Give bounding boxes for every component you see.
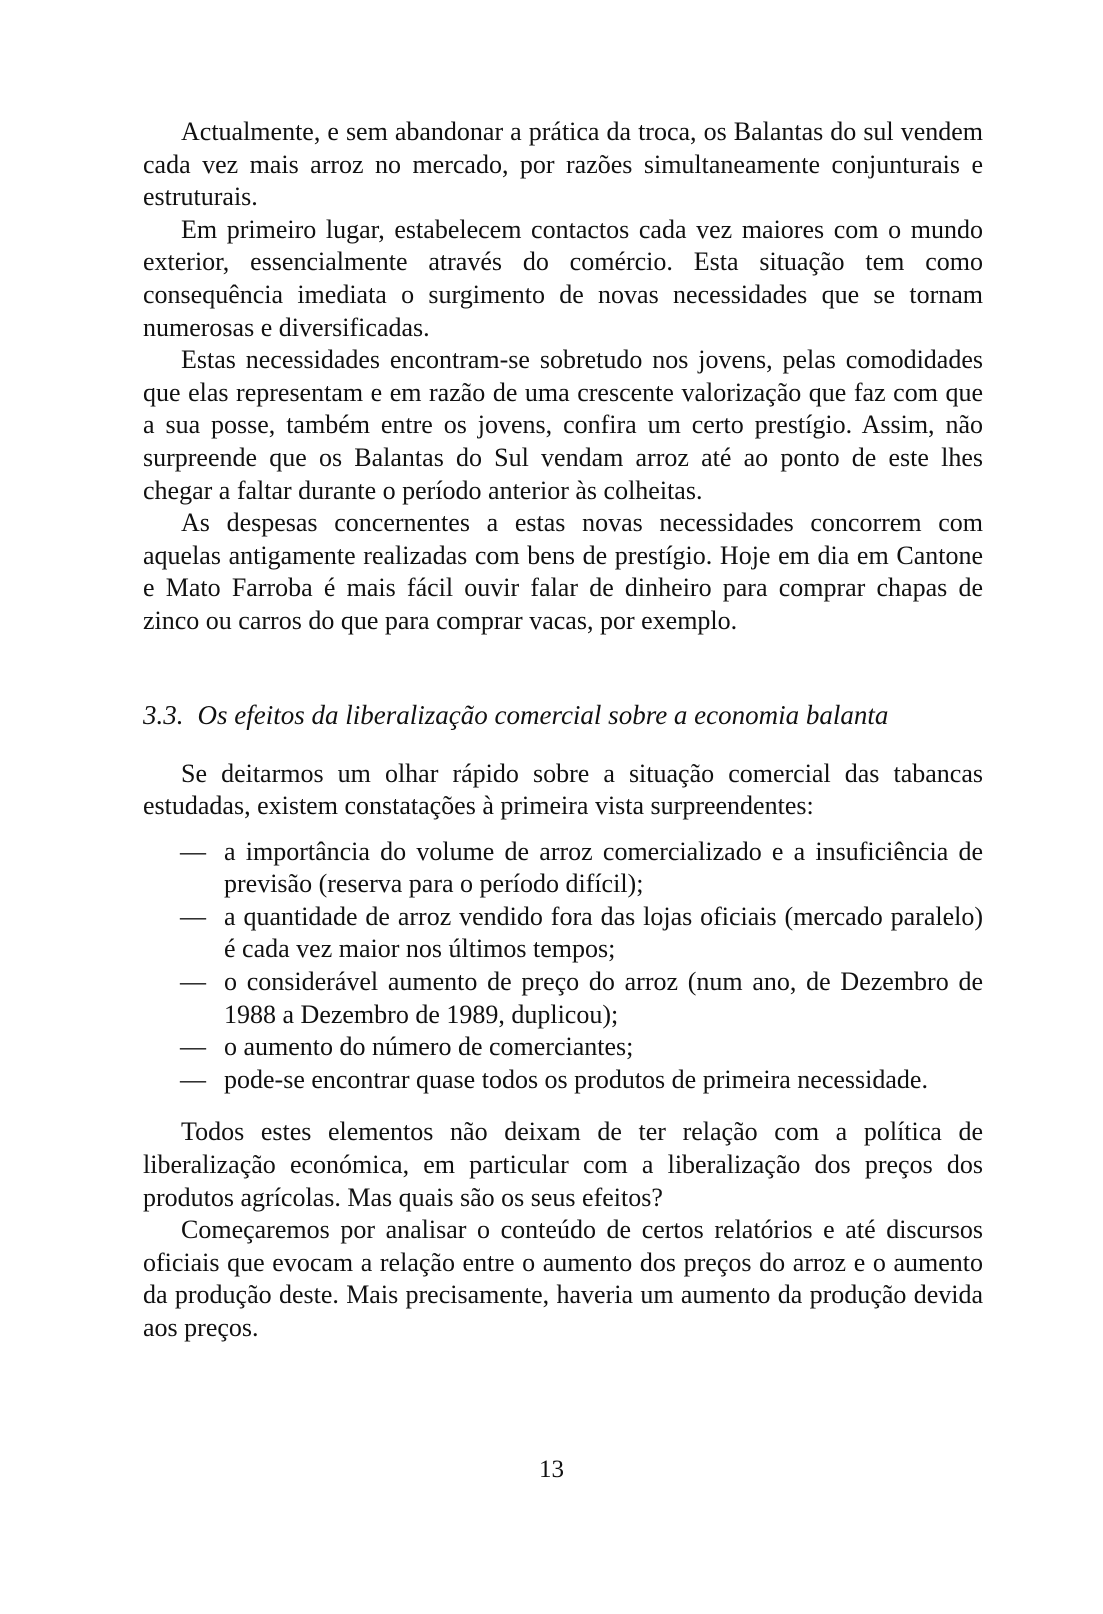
section-heading <box>143 698 983 732</box>
list-item-text: pode-se encontrar quase todos os produtos de primeira necessidade. <box>224 1064 928 1094</box>
paragraph-6: Começaremos por analisar o conteúdo de certos relatórios e até discursos oficiais que evocam a relação entre o aumento dos preços do arroz e o aumento da produção deste. Mais precisamente, haveria um aumento da produção devida aos preços. <box>143 1215 983 1342</box>
paragraph-3: Estas necessidades encontram-se sobretudo nos jovens, pelas comodidades que elas representam e em razão de uma crescente valorização que faz com que a sua posse, também entre os jovens, confira um certo prestígio. Assim, não surpreende que os Balantas do Sul vendam arroz até ao ponto de este lhes chegar a faltar durante o período anterior às colheitas. <box>143 345 983 505</box>
section-intro: Se deitarmos um olhar rápido sobre a situação comercial das tabancas estudadas, existem constatações à primeira vista surpreendentes: <box>143 758 983 821</box>
paragraph-4: As despesas concernentes a estas novas necessidades concorrem com aquelas antigamente realizadas com bens de prestígio. Hoje em dia em Cantone e Mato Farroba é mais fácil ouvir falar de dinheiro para comprar chapas de zinco ou carros do que para comprar vacas, por exemplo. <box>143 508 983 635</box>
page-number: 13 <box>539 1456 564 1483</box>
list-item <box>143 1031 983 1064</box>
dash-marker: — <box>180 1064 206 1094</box>
section-number: 3.3. <box>143 699 184 730</box>
dash-marker: — <box>180 1032 206 1062</box>
list-item-text: o aumento do número de comerciantes; <box>224 1032 634 1062</box>
list-item <box>143 966 983 1031</box>
list-item-text: o considerável aumento de preço do arroz (num ano, de Dezembro de 1988 a Dezembro de 1989, duplicou); <box>224 967 983 1029</box>
paragraph-5: Todos estes elementos não deixam de ter relação com a política de liberalização económica, em particular com a liberalização dos preços dos produtos agrícolas. Mas quais são os seus efeitos? <box>143 1117 983 1212</box>
page-body <box>143 116 983 1345</box>
dash-marker: — <box>180 836 206 866</box>
paragraph-2: Em primeiro lugar, estabelecem contactos cada vez maiores com o mundo exterior, essencialmente através do comércio. Esta situação tem como consequência imediata o surgimento de novas necessidades que se tornam numerosas e diversificadas. <box>143 214 983 342</box>
list-item <box>143 1064 983 1097</box>
observations-list <box>143 836 983 1097</box>
dash-marker: — <box>180 967 206 997</box>
dash-marker: — <box>180 901 206 931</box>
paragraph-1: Actualmente, e sem abandonar a prática da troca, os Balantas do sul vendem cada vez mais arroz no mercado, por razões simultaneamente conjunturais e estruturais. <box>143 117 983 212</box>
section-title: Os efeitos da liberalização comercial sobre a economia balanta <box>197 699 889 730</box>
list-item <box>143 901 983 966</box>
list-item-text: a quantidade de arroz vendido fora das lojas oficiais (mercado paralelo) é cada vez maior nos últimos tempos; <box>224 901 983 964</box>
list-item-text: a importância do volume de arroz comercializado e a insuficiência de previsão (reserva para o período difícil); <box>224 836 983 899</box>
list-item <box>143 836 983 901</box>
